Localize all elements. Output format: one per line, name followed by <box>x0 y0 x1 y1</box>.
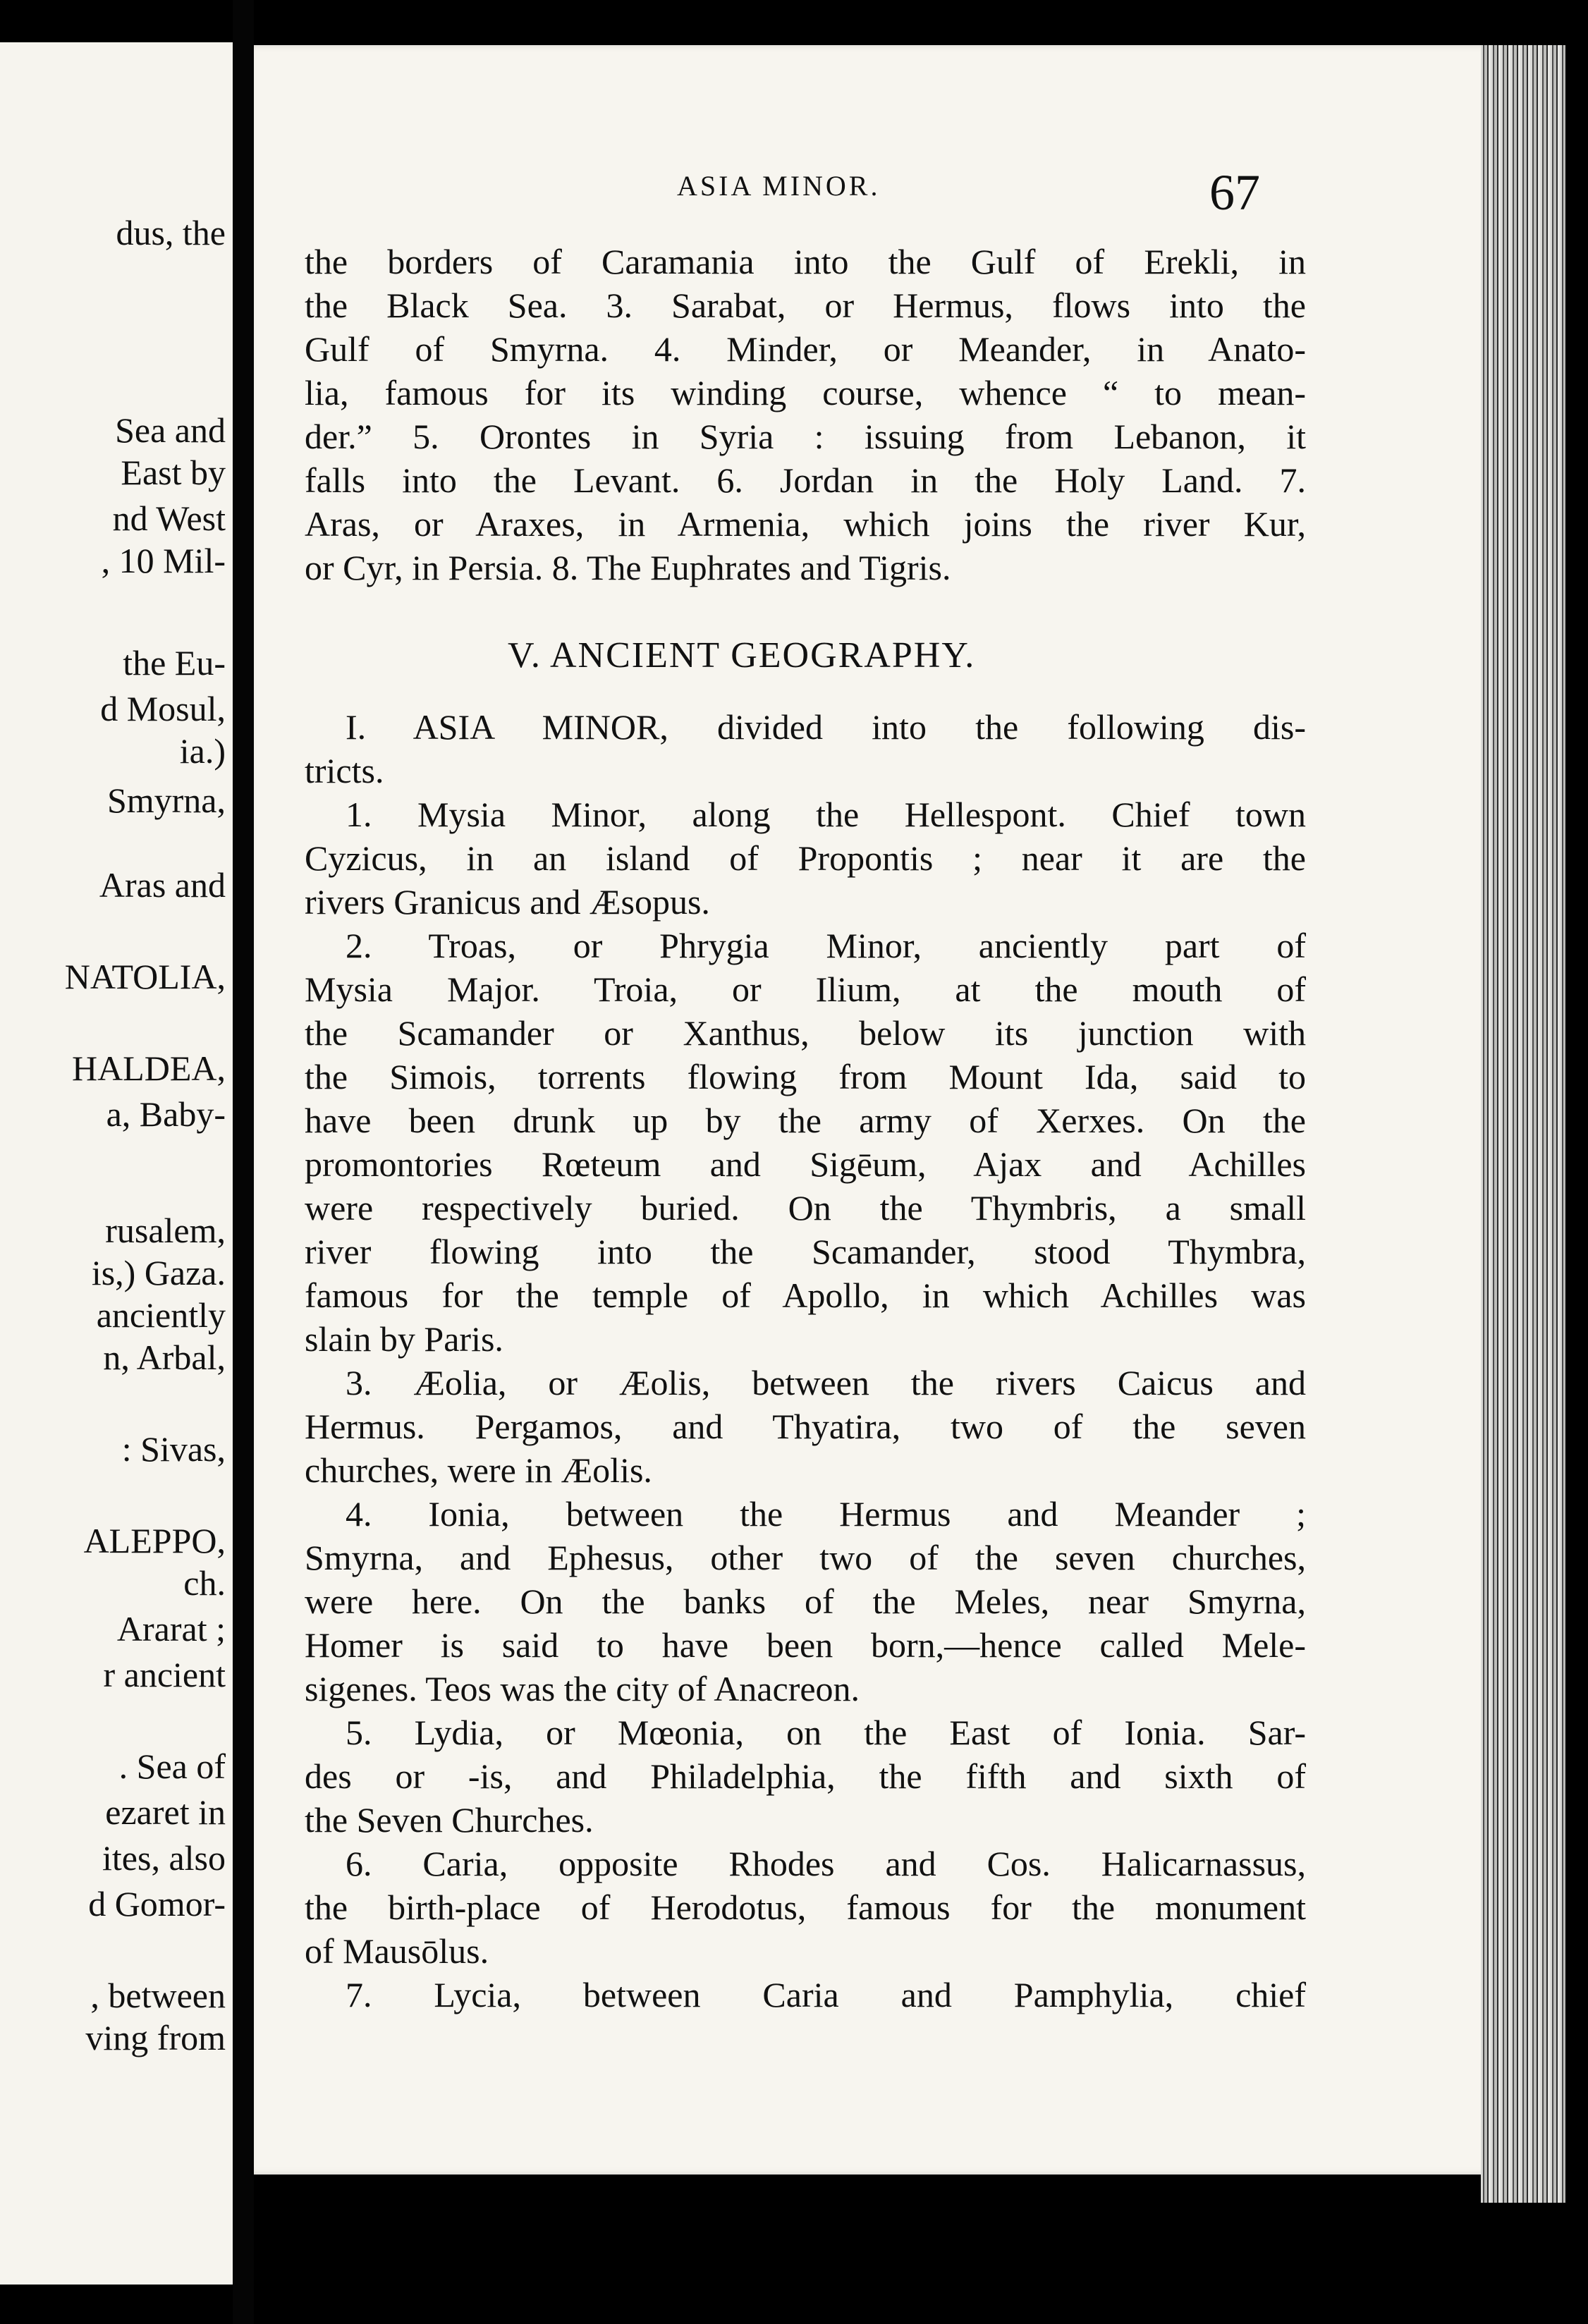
left-page-line: HALDEA, <box>71 1048 226 1088</box>
text-line: 6. Caria, opposite Rhodes and Cos. Halicarnassus, <box>346 1844 1306 1883</box>
page-number: 67 <box>1209 164 1260 221</box>
text-line: Hermus. Pergamos, and Thyatira, two of the seven <box>305 1407 1306 1446</box>
left-page-line: is,) Gaza. <box>91 1253 226 1292</box>
left-page-line: Smyrna, <box>106 781 226 820</box>
left-page-line: Aras and <box>99 865 226 905</box>
left-page-line: ezaret in <box>105 1792 226 1832</box>
left-page-line: , between <box>90 1976 226 2015</box>
text-line: Aras, or Araxes, in Armenia, which joins the river Kur, <box>305 504 1306 544</box>
left-page-line: a, Baby- <box>106 1094 226 1134</box>
left-page-line: dus, the <box>116 213 226 252</box>
text-line: sigenes. Teos was the city of Anacreon. <box>305 1669 860 1708</box>
text-line: Smyrna, and Ephesus, other two of the seven churches, <box>305 1538 1306 1577</box>
text-line: promontories Rœteum and Sigēum, Ajax and Achilles <box>305 1144 1306 1184</box>
text-line: tricts. <box>305 751 384 790</box>
text-line: 5. Lydia, or Mœonia, on the East of Ionia. Sar- <box>346 1713 1306 1752</box>
section-title: V. ANCIENT GEOGRAPHY. <box>508 635 976 675</box>
left-page-line: anciently <box>96 1295 226 1335</box>
text-line: Mysia Major. Troia, or Ilium, at the mouth of <box>305 970 1306 1009</box>
text-line: the Scamander or Xanthus, below its junction with <box>305 1013 1306 1053</box>
text-line: Homer is said to have been born,—hence called Mele- <box>305 1625 1306 1665</box>
text-line: have been drunk up by the army of Xerxes. On the <box>305 1101 1306 1140</box>
text-line: Gulf of Smyrna. 4. Minder, or Meander, in Anato- <box>305 329 1306 369</box>
left-page-line: , 10 Mil- <box>101 541 226 580</box>
text-line: 2. Troas, or Phrygia Minor, anciently part of <box>346 926 1306 965</box>
text-line: the Seven Churches. <box>305 1800 594 1840</box>
left-page-line: ites, also <box>102 1838 226 1878</box>
left-page-line: n, Arbal, <box>103 1338 226 1377</box>
left-page-line: NATOLIA, <box>64 957 226 996</box>
text-line: 3. Æolia, or Æolis, between the rivers Caicus and <box>346 1363 1306 1402</box>
left-page-line: the Eu- <box>123 643 226 683</box>
left-page-line: r ancient <box>103 1655 226 1694</box>
text-line: famous for the temple of Apollo, in which Achilles was <box>305 1276 1306 1315</box>
text-line: slain by Paris. <box>305 1319 503 1359</box>
left-page-line: Ararat ; <box>116 1609 226 1649</box>
running-head: ASIA MINOR. <box>677 170 881 202</box>
left-page-line: ch. <box>183 1563 226 1603</box>
text-line: rivers Granicus and Æsopus. <box>305 882 710 922</box>
left-page-line: ia.) <box>179 731 226 771</box>
text-line: falls into the Levant. 6. Jordan in the Holy Land. 7. <box>305 460 1306 500</box>
page-edges <box>1481 45 1565 2203</box>
text-line: the birth-place of Herodotus, famous for the monument <box>305 1888 1306 1927</box>
text-block-asia-minor <box>305 705 1306 2017</box>
text-line: 7. Lycia, between Caria and Pamphylia, chief <box>346 1975 1306 2014</box>
text-line: Cyzicus, in an island of Propontis ; near it are the <box>305 838 1306 878</box>
left-page-line: : Sivas, <box>121 1429 226 1469</box>
text-line: der.” 5. Orontes in Syria : issuing from Lebanon, it <box>305 417 1306 456</box>
left-page-line: ving from <box>85 2018 226 2057</box>
text-line: the Black Sea. 3. Sarabat, or Hermus, flows into the <box>305 286 1306 325</box>
text-line: were here. On the banks of the Meles, near Smyrna, <box>305 1582 1306 1621</box>
text-line: lia, famous for its winding course, whence “ to mean- <box>305 373 1306 412</box>
text-line: were respectively buried. On the Thymbris, a small <box>305 1188 1306 1228</box>
left-page-line: East by <box>121 453 226 492</box>
text-line: or Cyr, in Persia. 8. The Euphrates and Tigris. <box>305 548 951 587</box>
text-line: the Simois, torrents flowing from Mount Ida, said to <box>305 1057 1306 1096</box>
left-page-line: Sea and <box>115 410 226 450</box>
left-page-line: d Gomor- <box>88 1884 226 1924</box>
text-block-rivers <box>305 240 1306 589</box>
text-line: 4. Ionia, between the Hermus and Meander ; <box>346 1494 1306 1534</box>
text-line: river flowing into the Scamander, stood Thymbra, <box>305 1232 1306 1271</box>
left-page-line: . Sea of <box>118 1747 226 1786</box>
left-page-line: d Mosul, <box>100 689 226 728</box>
left-page-line: nd West <box>112 499 226 538</box>
left-page-line: ALEPPO, <box>83 1521 226 1560</box>
left-page-fragment <box>0 42 233 2285</box>
text-line: I. ASIA MINOR, divided into the following dis- <box>346 707 1306 747</box>
book-gutter <box>233 0 254 2324</box>
text-line: 1. Mysia Minor, along the Hellespont. Chief town <box>346 795 1306 834</box>
text-line: the borders of Caramania into the Gulf of Erekli, in <box>305 242 1306 281</box>
text-line: of Mausōlus. <box>305 1931 489 1971</box>
text-line: churches, were in Æolis. <box>305 1450 652 1490</box>
left-page-line: rusalem, <box>105 1211 226 1250</box>
text-line: des or -is, and Philadelphia, the fifth and sixth of <box>305 1756 1306 1796</box>
